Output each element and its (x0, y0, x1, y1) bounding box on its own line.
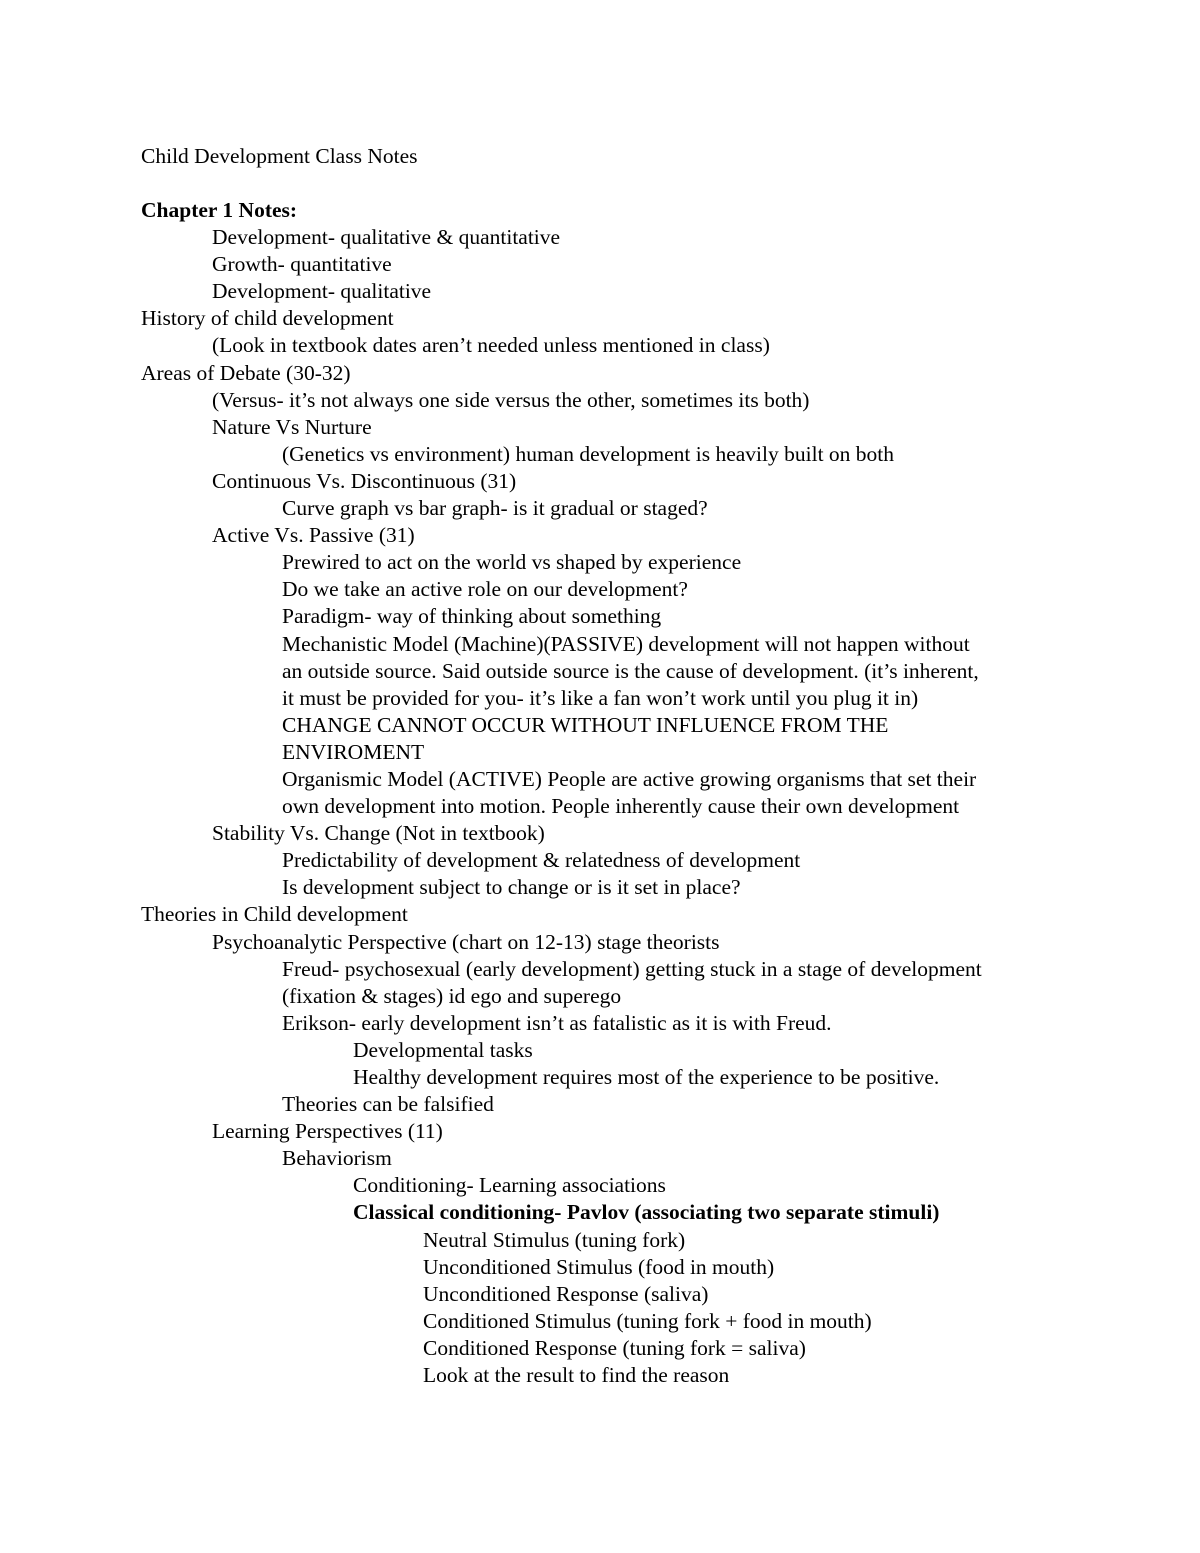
note-line: Psychoanalytic Perspective (chart on 12-13) stage theorists (212, 929, 720, 954)
note-line: an outside source. Said outside source is the cause of development. (it’s inherent, (282, 658, 979, 683)
note-line: Theories can be falsified (282, 1092, 494, 1117)
note-line: History of child development (141, 306, 394, 331)
document-title: Child Development Class Notes (141, 144, 418, 168)
note-line: (fixation & stages) id ego and superego (282, 983, 622, 1008)
note-line: Prewired to act on the world vs shaped by experience (282, 550, 742, 575)
note-line: Do we take an active role on our development? (282, 577, 688, 602)
note-line: Learning Perspectives (11) (212, 1119, 443, 1144)
note-line: Development- qualitative (212, 279, 432, 304)
note-line: Erikson- early development isn’t as fatalistic as it is with Freud. (282, 1010, 832, 1035)
notes-list (141, 197, 1101, 1389)
note-line: Active Vs. Passive (31) (212, 523, 415, 548)
note-line: Curve graph vs bar graph- is it gradual or staged? (282, 496, 708, 521)
note-line: Look at the result to find the reason (423, 1363, 730, 1388)
note-line: Paradigm- way of thinking about something (282, 604, 662, 629)
note-line: (Versus- it’s not always one side versus the other, sometimes its both) (212, 387, 810, 412)
note-line: Unconditioned Stimulus (food in mouth) (423, 1254, 775, 1279)
note-line: CHANGE CANNOT OCCUR WITHOUT INFLUENCE FROM THE (282, 712, 889, 737)
note-line: Development- qualitative & quantitative (212, 225, 561, 250)
note-line: Conditioned Stimulus (tuning fork + food in mouth) (423, 1308, 872, 1333)
note-line: Stability Vs. Change (Not in textbook) (212, 821, 545, 846)
note-line: Neutral Stimulus (tuning fork) (423, 1227, 686, 1252)
note-line: Developmental tasks (353, 1037, 533, 1062)
note-line: Conditioned Response (tuning fork = saliva) (423, 1335, 806, 1360)
document-body (141, 143, 1101, 1389)
note-heading: Chapter 1 Notes: (141, 198, 298, 222)
note-line: Continuous Vs. Discontinuous (31) (212, 468, 517, 493)
note-line: Mechanistic Model (Machine)(PASSIVE) development will not happen without (282, 631, 970, 656)
note-line: own development into motion. People inherently cause their own development (282, 794, 960, 819)
note-line: Growth- quantitative (212, 252, 392, 277)
note-line: (Look in textbook dates aren’t needed unless mentioned in class) (212, 333, 770, 358)
note-line: Unconditioned Response (saliva) (423, 1281, 709, 1306)
note-line: Conditioning- Learning associations (353, 1173, 666, 1198)
note-line: Healthy development requires most of the experience to be positive. (353, 1065, 940, 1089)
note-line: Behaviorism (282, 1146, 392, 1171)
note-line: (Genetics vs environment) human development is heavily built on both (282, 441, 895, 466)
note-line: Nature Vs Nurture (212, 414, 372, 439)
note-heading: Classical conditioning- Pavlov (associating two separate stimuli) (353, 1200, 940, 1225)
note-line: ENVIROMENT (282, 739, 425, 764)
note-line: Predictability of development & relatedness of development (282, 848, 801, 873)
note-line: Organismic Model (ACTIVE) People are active growing organisms that set their (282, 766, 977, 791)
note-line: Is development subject to change or is it set in place? (282, 875, 741, 900)
note-line: it must be provided for you- it’s like a fan won’t work until you plug it in) (282, 685, 919, 710)
note-line: Freud- psychosexual (early development) getting stuck in a stage of development (282, 956, 982, 981)
note-line: Theories in Child development (141, 902, 408, 927)
note-line: Areas of Debate (30-32) (141, 360, 351, 385)
